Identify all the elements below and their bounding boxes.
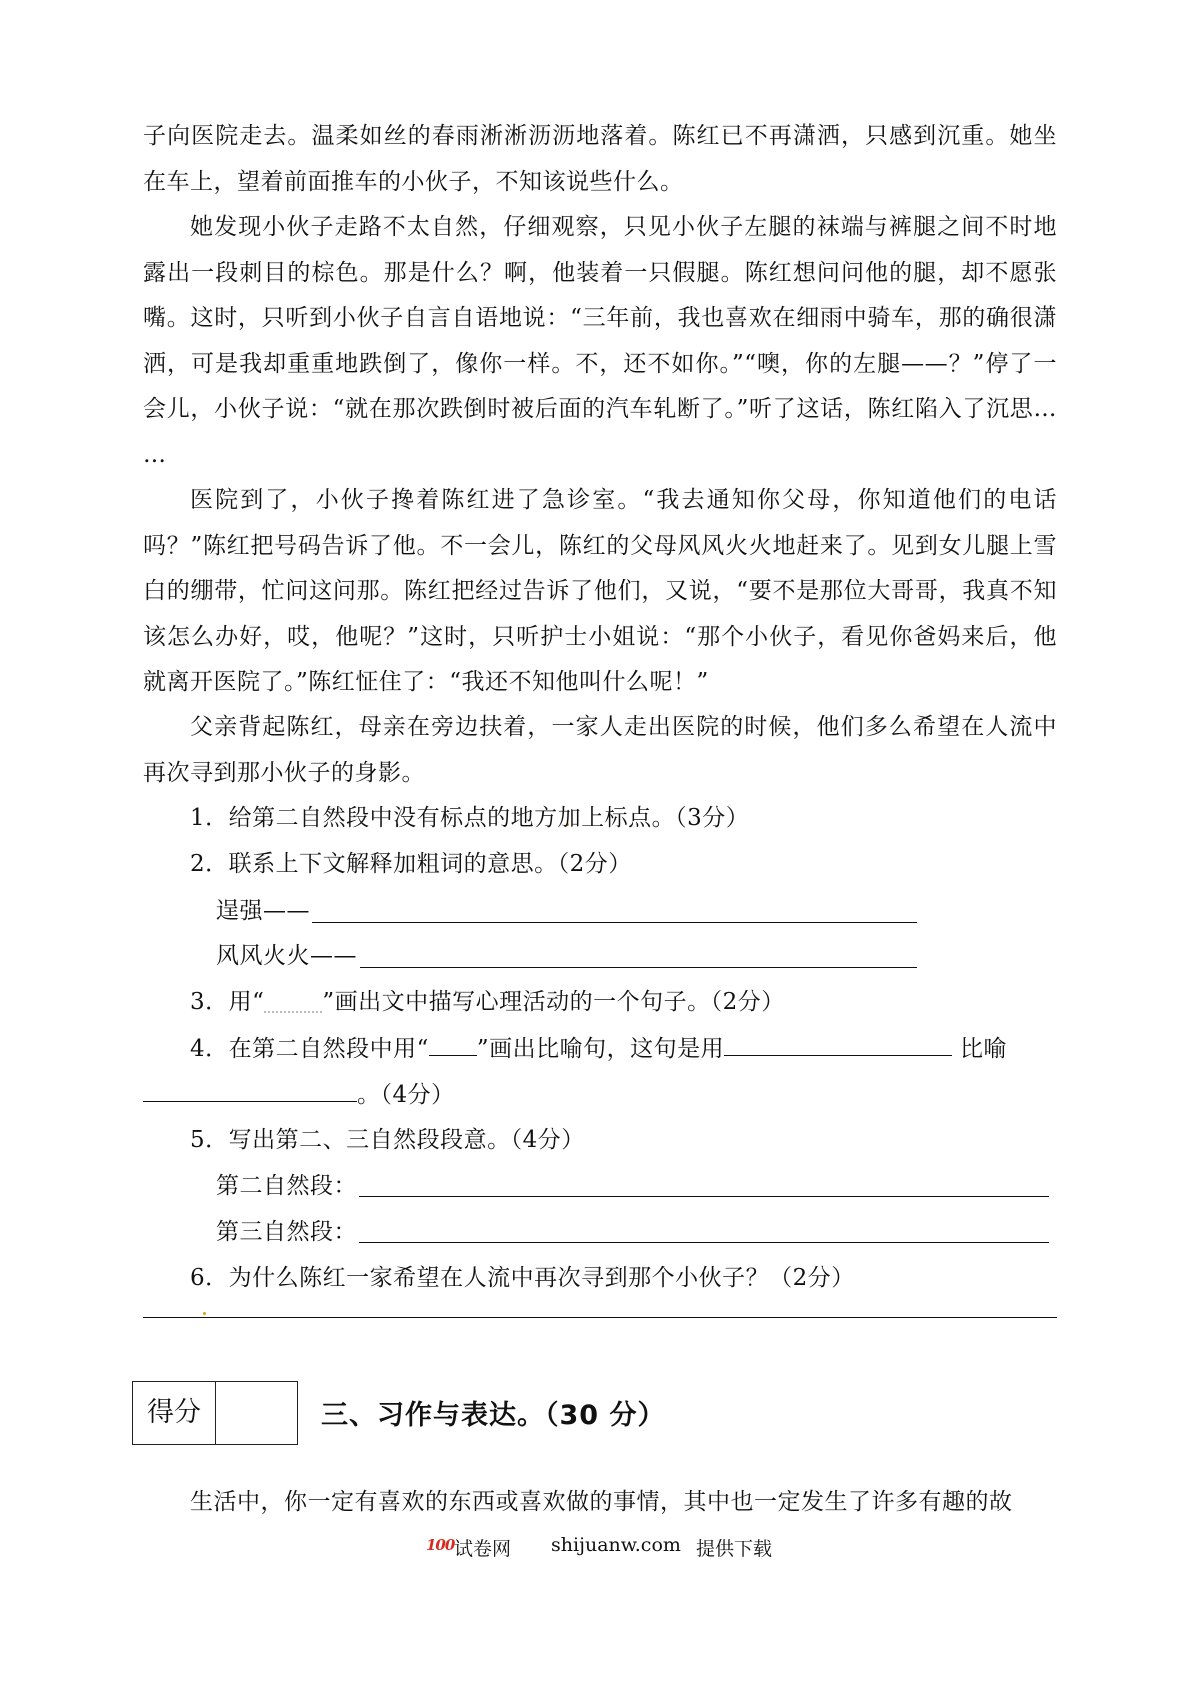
passage-paragraph-4: 父亲背起陈红，母亲在旁边扶着，一家人走出医院的时候，他们多么希望在人流中再次寻到那小伙子的身影。 [143,714,1057,786]
download-text: 提供下载 [696,1538,773,1560]
question-4-continued [143,1079,455,1110]
question-3 [190,987,785,1017]
score-input-cell[interactable] [216,1382,297,1444]
answer-line-2b[interactable] [360,967,917,968]
question-3-prefix: 3．用“ [190,989,265,1015]
question-4 [190,1033,1007,1064]
passage-paragraph-3: 医院到了，小伙子搀着陈红进了急诊室。“我去通知你父母，你知道他们的电话吗？”陈红把号码告诉了他。不一会儿，陈红的父母风风火火地赶来了。见到女儿腿上雪白的绷带，忙问这问那。陈红把经过告诉了他们，又说，“要不是那位大哥哥，我真不知该怎么办好，哎，他呢？”这时，只听护士小姐说：“那个小伙子，看见你爸妈来后，他就离开医院了。”陈红怔住了：“我还不知他叫什么呢！” [143,487,1057,695]
question-4-suffix: 比喻 [952,1036,1007,1062]
question-5: 5．写出第二、三自然段段意。（4分） [190,1127,585,1153]
section-title: 三、习作与表达。（30 分） [321,1400,666,1431]
straight-line-marker [429,1033,477,1056]
answer-line-6[interactable] [143,1317,1057,1318]
brand-name: 试卷网 [454,1538,512,1560]
question-4-middle: ”画出比喻句，这句是用 [476,1036,725,1062]
question-5b-label: 第三自然段： [216,1219,357,1245]
answer-blank-4b[interactable] [143,1079,357,1102]
score-label: 得分 [133,1382,216,1444]
question-6: 6．为什么陈红一家希望在人流中再次寻到那个小伙子？（2分） [190,1265,855,1291]
site-url[interactable]: shijuanw.com [551,1534,681,1556]
section-intro: 生活中，你一定有喜欢的东西或喜欢做的事情，其中也一定发生了许多有趣的故 [190,1489,1013,1515]
question-5a-label: 第二自然段： [216,1173,357,1199]
page-footer [0,1534,1191,1564]
question-4-end: 。（4分） [357,1082,455,1108]
answer-line-5b[interactable] [359,1242,1049,1243]
brand-logo: 100 [426,1536,455,1554]
passage-paragraph-2: 她发现小伙子走路不太自然，仔细观察，只见小伙子左腿的袜端与裤腿之间不时地露出一段刺目的棕色。那是什么？啊，他装着一只假腿。陈红想问问他的腿，却不愿张嘴。这时，只听到小伙子自言自语地说：“三年前，我也喜欢在细雨中骑车，那的确很潇洒，可是我却重重地跌倒了，像你一样。不，还不如你。”“噢，你的左腿——？”停了一会儿，小伙子说：“就在那次跌倒时被后面的汽车轧断了。”听了这话，陈红陷入了沉思… … [143,214,1057,468]
question-2b-label: 风风火火—— [216,943,357,969]
question-2a-label: 逞强—— [216,898,310,924]
answer-blank-4a[interactable] [724,1033,952,1056]
question-1: 1．给第二自然段中没有标点的地方加上标点。（3分） [190,805,750,831]
wavy-line-marker [264,991,322,1013]
question-3-suffix: ”画出文中描写心理活动的一个句子。（2分） [322,989,785,1015]
answer-line-2a[interactable] [312,922,917,923]
passage-paragraph-1: 子向医院走去。温柔如丝的春雨淅淅沥沥地落着。陈红已不再潇洒，只感到沉重。她坐在车上，望着前面推车的小伙子，不知该说些什么。 [143,123,1057,195]
question-2: 2．联系上下文解释加粗词的意思。（2分） [190,851,632,877]
stray-mark [203,1312,206,1315]
question-4-prefix: 4．在第二自然段中用“ [190,1036,429,1062]
score-box [132,1381,298,1445]
answer-line-5a[interactable] [359,1196,1049,1197]
